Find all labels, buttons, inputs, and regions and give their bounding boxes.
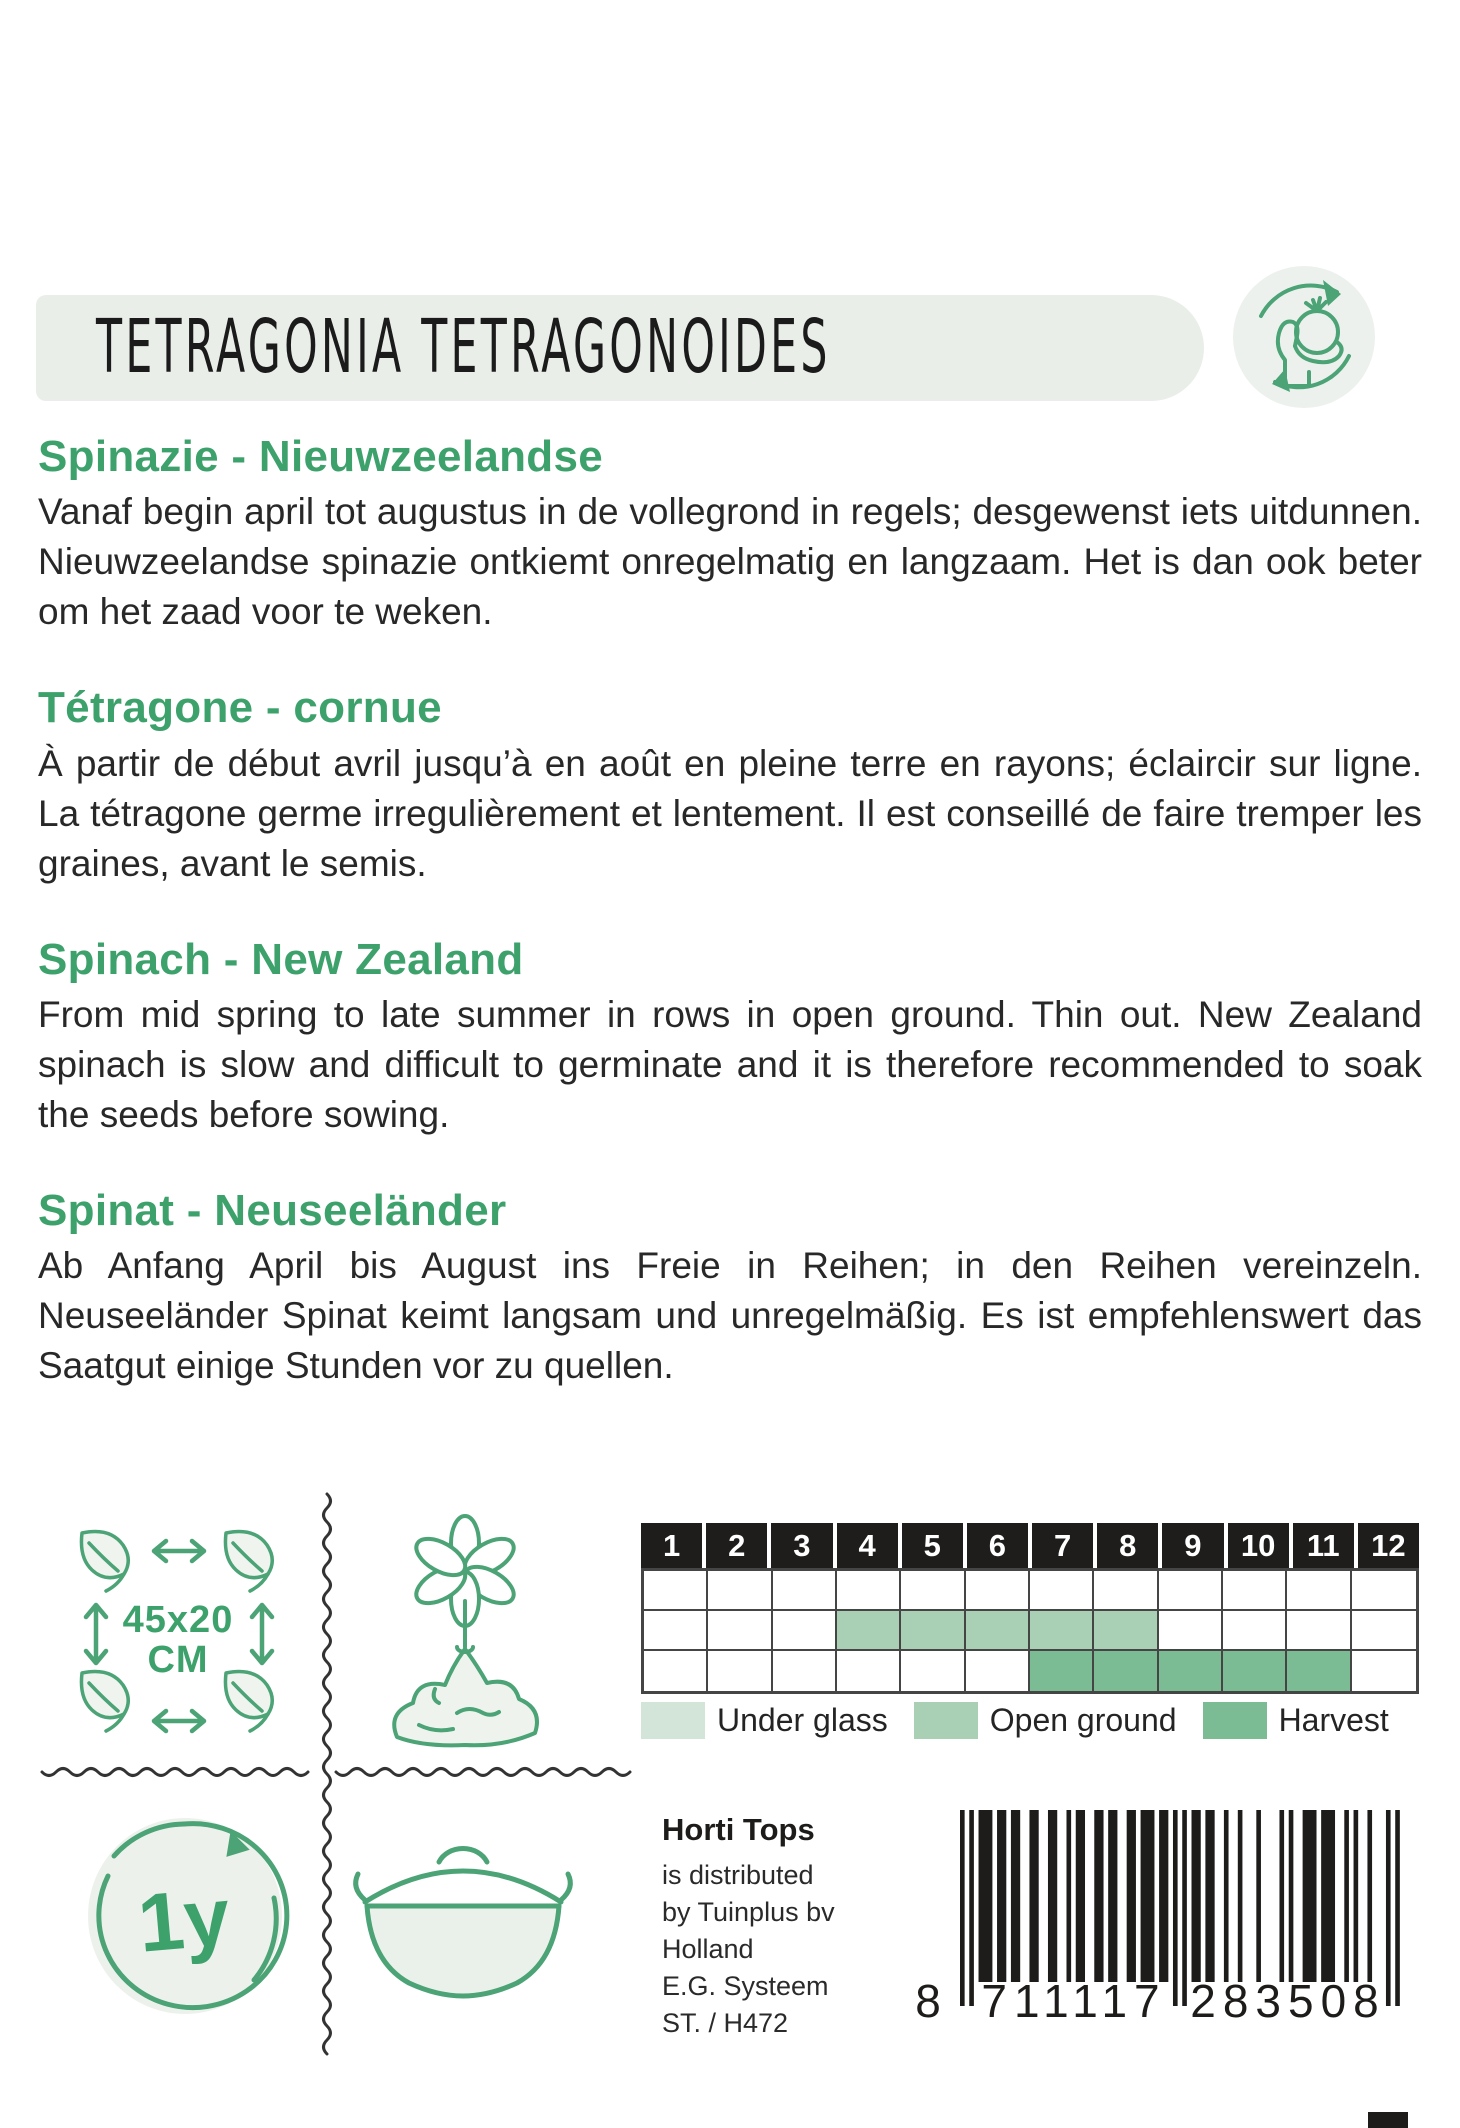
calendar-cell-under-glass-1 <box>644 1571 708 1611</box>
leaf-icon <box>225 1672 272 1732</box>
calendar-cell-harvest-7 <box>1030 1651 1094 1691</box>
barcode-bar <box>1205 1810 1214 1982</box>
distributor-block <box>662 1812 932 2042</box>
legend-swatch-harvest <box>1203 1702 1267 1739</box>
calendar-cell-harvest-9 <box>1159 1651 1223 1691</box>
barcode-bar <box>1256 1810 1261 1982</box>
horizontal-arrow-icon <box>154 1541 204 1561</box>
legend-swatch-under-glass <box>641 1702 705 1739</box>
calendar-cell-under-glass-8 <box>1094 1571 1158 1611</box>
calendar-month-8: 8 <box>1097 1523 1158 1568</box>
seed-viability-cycle-icon <box>78 1812 290 2024</box>
calendar-cell-open-ground-7 <box>1030 1611 1094 1651</box>
distributor-line: by Tuinplus bv <box>662 1897 835 1927</box>
pot-lid-knob <box>439 1848 487 1862</box>
calendar-month-1: 1 <box>641 1523 702 1568</box>
distributor-line: is distributed <box>662 1860 814 1890</box>
calendar-cell-under-glass-4 <box>837 1571 901 1611</box>
calendar-month-5: 5 <box>902 1523 963 1568</box>
calendar-month-4: 4 <box>837 1523 898 1568</box>
section-heading-en: Spinach - New Zealand <box>38 934 524 984</box>
calendar-month-12: 12 <box>1358 1523 1419 1568</box>
barcode-bar <box>1029 1810 1038 1982</box>
barcode-bar <box>1367 1810 1372 1982</box>
calendar-cell-open-ground-4 <box>837 1611 901 1651</box>
hand-holding-tomato-cycle-icon <box>1233 266 1375 408</box>
calendar-month-7: 7 <box>1032 1523 1093 1568</box>
calendar-cell-under-glass-7 <box>1030 1571 1094 1611</box>
legend-label-harvest: Harvest <box>1278 1702 1389 1738</box>
calendar-legend <box>641 1702 1415 1739</box>
barcode-guard-bar <box>960 1810 965 2006</box>
spacing-value: 45x20 <box>122 1599 234 1641</box>
legend-swatch-open-ground <box>914 1702 978 1739</box>
calendar-cell-open-ground-3 <box>773 1611 837 1651</box>
calendar-cell-open-ground-11 <box>1287 1611 1351 1651</box>
pot-lid <box>365 1871 561 1902</box>
calendar-cell-harvest-4 <box>837 1651 901 1691</box>
calendar-cell-under-glass-6 <box>966 1571 1030 1611</box>
calendar-cell-open-ground-8 <box>1094 1611 1158 1651</box>
spacing-unit: CM <box>147 1639 209 1681</box>
barcode-bar <box>1094 1810 1103 1982</box>
calendar-cell-open-ground-9 <box>1159 1611 1223 1651</box>
barcode-bar <box>1344 1810 1349 1982</box>
barcode-guard-bar <box>1395 1810 1400 2006</box>
calendar-cell-open-ground-1 <box>644 1611 708 1651</box>
calendar-cell-open-ground-2 <box>708 1611 772 1651</box>
barcode-bar <box>1289 1810 1294 1982</box>
calendar-cell-open-ground-10 <box>1223 1611 1287 1651</box>
legend-label-open-ground: Open ground <box>989 1702 1177 1738</box>
barcode-bar <box>1066 1810 1071 1982</box>
barcode-bar <box>979 1810 993 1982</box>
section-body-nl: Vanaf begin april tot augustus in de vollegrond in regels; desgewenst iets uitdunnen. Nieuwzeelandse spinazie ontkiemt onregelmatig en langzaam. Het is dan ook beter om het zaad voor te weken. <box>38 491 1422 633</box>
barcode-bar <box>1238 1810 1243 1982</box>
calendar-cell-under-glass-3 <box>773 1571 837 1611</box>
calendar-grid <box>641 1568 1419 1694</box>
calendar-cell-under-glass-11 <box>1287 1571 1351 1611</box>
calendar-cell-harvest-11 <box>1287 1651 1351 1691</box>
distributor-name: Horti Tops <box>662 1812 815 1847</box>
barcode-bar <box>1159 1810 1168 1982</box>
legend-item-under-glass <box>641 1702 888 1739</box>
calendar-month-9: 9 <box>1162 1523 1223 1568</box>
calendar-month-header <box>641 1523 1419 1568</box>
calendar-month-11: 11 <box>1293 1523 1354 1568</box>
one-year-label: 1y <box>134 1871 234 1970</box>
barcode-bar <box>1127 1810 1136 1982</box>
horizontal-arrow-icon <box>154 1711 204 1731</box>
calendar-cell-harvest-6 <box>966 1651 1030 1691</box>
section-heading-fr: Tétragone - cornue <box>38 683 442 733</box>
soil-mound <box>394 1649 537 1745</box>
calendar-cell-under-glass-10 <box>1223 1571 1287 1611</box>
section-heading-nl: Spinazie - Nieuwzeelandse <box>38 432 603 481</box>
calendar-cell-open-ground-5 <box>901 1611 965 1651</box>
spacing-value-label <box>108 1600 248 1680</box>
calendar-cell-under-glass-5 <box>901 1571 965 1611</box>
barcode-digit-first: 8 <box>915 1975 941 2027</box>
legend-item-harvest <box>1203 1702 1389 1739</box>
calendar-cell-open-ground-12 <box>1352 1611 1416 1651</box>
calendar-cell-harvest-2 <box>708 1651 772 1691</box>
calendar-month-6: 6 <box>967 1523 1028 1568</box>
barcode-bar <box>1303 1810 1317 1982</box>
barcode-guard-bar <box>969 1810 974 2006</box>
calendar-cell-harvest-1 <box>644 1651 708 1691</box>
barcode-bar <box>1192 1810 1201 1982</box>
sprout-on-mound-icon <box>383 1513 548 1751</box>
legend-item-open-ground <box>914 1702 1177 1739</box>
calendar-month-10: 10 <box>1228 1523 1289 1568</box>
leaf-icon <box>81 1672 128 1732</box>
pot-handle-right <box>561 1874 570 1900</box>
species-banner <box>36 295 1204 401</box>
leaf-icon <box>81 1532 128 1592</box>
leaf-icon <box>225 1532 272 1592</box>
barcode-digits-left: 711117 <box>981 1975 1167 2027</box>
barcode-guard-bar <box>1182 1810 1187 2006</box>
barcode-bar <box>997 1810 1006 1982</box>
calendar-month-2: 2 <box>706 1523 767 1568</box>
calendar-cell-under-glass-9 <box>1159 1571 1223 1611</box>
distributor-line: ST. / H472 <box>662 2008 789 2038</box>
section-body-fr: À partir de début avril jusqu’à en août en pleine terre en rayons; éclaircir sur ligne. La tétragone germe irregulièrement et lentement. Il est conseillé de faire tremper les graines, avant le semis. <box>38 742 1422 884</box>
calendar-cell-under-glass-2 <box>708 1571 772 1611</box>
calendar-cell-open-ground-6 <box>966 1611 1030 1651</box>
section-body-en: From mid spring to late summer in rows in open ground. Thin out. New Zealand spinach is slow and difficult to germinate and it is therefore recommended to soak the seeds before sowing. <box>38 993 1422 1135</box>
barcode-bar <box>1108 1810 1117 1982</box>
vertical-arrow-icon <box>252 1605 272 1663</box>
vertical-arrow-icon <box>86 1605 106 1663</box>
section-body-de: Ab Anfang April bis August ins Freie in Reihen; in den Reihen vereinzeln. Neuseeländer Spinat keimt langsam und unregelmäßig. Es ist empfehlenswert das Saatgut einige Stunden vor zu quellen. <box>38 1245 1422 1387</box>
distributor-line: E.G. Systeem <box>662 1971 829 2001</box>
calendar-cell-harvest-8 <box>1094 1651 1158 1691</box>
cooking-pot-icon <box>345 1816 585 2016</box>
barcode-bar <box>1354 1810 1359 1982</box>
barcode-bar <box>1011 1810 1020 1982</box>
calendar-month-3: 3 <box>771 1523 832 1568</box>
description-sections <box>38 432 1422 1437</box>
barcode-bar <box>1321 1810 1335 1982</box>
calendar-cell-harvest-3 <box>773 1651 837 1691</box>
barcode-guard-bar <box>1386 1810 1391 2006</box>
distributor-line: Holland <box>662 1934 754 1964</box>
legend-label-under-glass: Under glass <box>717 1702 888 1738</box>
divider-horizontal-wavy <box>38 1762 650 1782</box>
barcode-bar <box>1279 1810 1284 1982</box>
print-registration-mark <box>1368 2112 1408 2128</box>
sowing-calendar <box>641 1523 1419 1694</box>
calendar-cell-harvest-12 <box>1352 1651 1416 1691</box>
barcode-bar <box>1048 1810 1057 1982</box>
pot-handle-left <box>356 1874 365 1900</box>
barcode-bar <box>1224 1810 1229 1982</box>
calendar-cell-harvest-5 <box>901 1651 965 1691</box>
barcode-bar <box>1141 1810 1155 1982</box>
calendar-cell-under-glass-12 <box>1352 1571 1416 1611</box>
barcode-bar <box>1076 1810 1085 1982</box>
barcode-guard-bar <box>1173 1810 1178 2006</box>
calendar-cell-harvest-10 <box>1223 1651 1287 1691</box>
section-heading-de: Spinat - Neuseeländer <box>38 1185 507 1235</box>
latin-name-title: TETRAGONIA TETRAGONOIDES <box>96 305 831 391</box>
hand-tomato-recycle-svg <box>1233 266 1375 408</box>
barcode-digits-right: 283508 <box>1190 1975 1386 2027</box>
pot-body <box>367 1906 559 1996</box>
